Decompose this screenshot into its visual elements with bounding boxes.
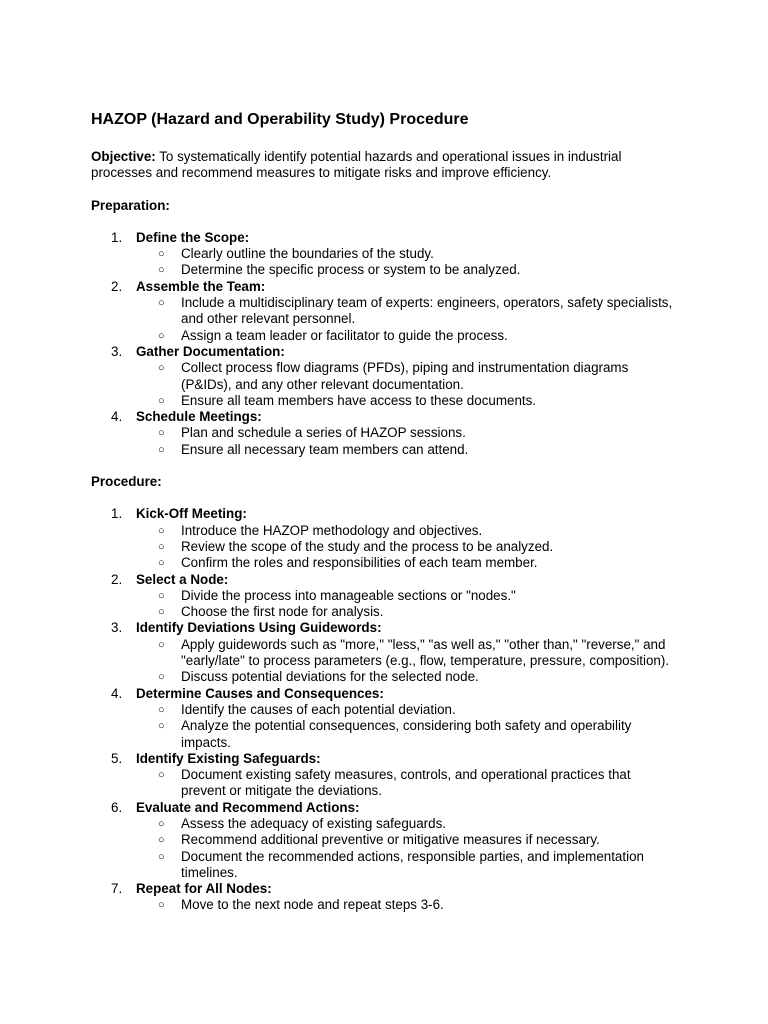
circle-bullet-icon: ○ <box>158 443 165 456</box>
sub-item-text: Document the recommended actions, responsible parties, and implementation timelines. <box>181 848 644 880</box>
step-number: 6. <box>111 799 123 815</box>
sub-item <box>136 523 676 539</box>
circle-bullet-icon: ○ <box>158 297 165 310</box>
sub-item <box>136 669 676 685</box>
step-item <box>91 344 676 409</box>
sub-item <box>136 539 676 555</box>
sub-item-list <box>136 523 676 572</box>
document-title: HAZOP (Hazard and Operability Study) Procedure <box>91 111 469 128</box>
sub-item <box>136 637 676 670</box>
sub-item-list <box>136 295 676 344</box>
step-title: Gather Documentation: <box>136 343 285 359</box>
step-item <box>91 620 676 685</box>
sub-item-list <box>136 360 676 409</box>
sub-item-text: Confirm the roles and responsibilities of each team member. <box>181 555 538 571</box>
sub-item-text: Include a multidisciplinary team of experts: engineers, operators, safety specialists, and other relevant personnel. <box>181 295 673 327</box>
step-title: Select a Node: <box>136 571 229 587</box>
objective-text: To systematically identify potential hazards and operational issues in industrial processes and recommend measures to mitigate risks and improve efficiency. <box>91 149 622 181</box>
sub-item-list <box>136 702 676 751</box>
sub-item-text: Assign a team leader or facilitator to guide the process. <box>181 327 508 343</box>
sub-item-text: Determine the specific process or system to be analyzed. <box>181 262 521 278</box>
sub-item-list <box>136 246 676 279</box>
sub-item <box>136 360 676 393</box>
step-number: 3. <box>111 620 123 636</box>
step-item <box>91 751 676 800</box>
preparation-steps <box>91 230 676 458</box>
circle-bullet-icon: ○ <box>158 540 165 553</box>
sub-item <box>136 328 676 344</box>
sub-item <box>136 604 676 620</box>
circle-bullet-icon: ○ <box>158 850 165 863</box>
step-item <box>91 572 676 621</box>
circle-bullet-icon: ○ <box>158 589 165 602</box>
step-item <box>91 279 676 344</box>
circle-bullet-icon: ○ <box>158 329 165 342</box>
sub-item-text: Ensure all team members have access to these documents. <box>181 392 537 408</box>
sub-item <box>136 767 676 800</box>
sub-item-list <box>136 767 676 800</box>
sub-item-text: Divide the process into manageable sections or "nodes." <box>181 587 516 603</box>
sub-item-text: Introduce the HAZOP methodology and objectives. <box>181 522 483 538</box>
sub-item <box>136 262 676 278</box>
step-item <box>91 230 676 279</box>
step-title: Identify Existing Safeguards: <box>136 750 321 766</box>
procedure-steps <box>91 506 676 913</box>
sub-item-list <box>136 816 676 881</box>
step-number: 3. <box>111 343 123 359</box>
step-title: Repeat for All Nodes: <box>136 881 272 897</box>
circle-bullet-icon: ○ <box>158 720 165 733</box>
sub-item-text: Recommend additional preventive or mitigative measures if necessary. <box>181 832 600 848</box>
circle-bullet-icon: ○ <box>158 899 165 912</box>
step-number: 2. <box>111 278 123 294</box>
sub-item <box>136 425 676 441</box>
sub-item-text: Plan and schedule a series of HAZOP sessions. <box>181 425 466 441</box>
sub-item <box>136 555 676 571</box>
step-title: Kick-Off Meeting: <box>136 506 247 522</box>
circle-bullet-icon: ○ <box>158 427 165 440</box>
sub-item-text: Apply guidewords such as "more," "less," "as well as," "other than," "reverse," and "early/late" to process parameters (e.g., flow, temperature, pressure, composition). <box>181 636 670 669</box>
sub-item <box>136 849 676 882</box>
circle-bullet-icon: ○ <box>158 769 165 782</box>
circle-bullet-icon: ○ <box>158 703 165 716</box>
circle-bullet-icon: ○ <box>158 394 165 407</box>
sub-item-text: Analyze the potential consequences, considering both safety and operability impacts. <box>181 718 632 750</box>
step-item <box>91 800 676 881</box>
step-item <box>91 409 676 458</box>
step-number: 1. <box>111 506 123 522</box>
step-number: 7. <box>111 881 123 897</box>
procedure-heading: Procedure: <box>91 474 162 490</box>
sub-item <box>136 442 676 458</box>
circle-bullet-icon: ○ <box>158 557 165 570</box>
step-number: 5. <box>111 750 123 766</box>
sub-item-text: Document existing safety measures, controls, and operational practices that prevent or mitigate the deviations. <box>181 767 631 799</box>
step-number: 4. <box>111 685 123 701</box>
sub-item-text: Identify the causes of each potential deviation. <box>181 701 456 717</box>
sub-item-list <box>136 637 676 686</box>
step-title: Evaluate and Recommend Actions: <box>136 799 360 815</box>
sub-item-list <box>136 588 676 621</box>
step-item <box>91 686 676 751</box>
sub-item <box>136 393 676 409</box>
sub-item-text: Choose the first node for analysis. <box>181 604 384 620</box>
sub-item-text: Discuss potential deviations for the selected node. <box>181 669 479 685</box>
step-title: Schedule Meetings: <box>136 409 262 425</box>
sub-item-text: Ensure all necessary team members can attend. <box>181 441 469 457</box>
step-item <box>91 506 676 571</box>
sub-item-text: Assess the adequacy of existing safeguards. <box>181 815 446 831</box>
circle-bullet-icon: ○ <box>158 248 165 261</box>
step-number: 4. <box>111 409 123 425</box>
sub-item-list <box>136 425 676 458</box>
circle-bullet-icon: ○ <box>158 817 165 830</box>
circle-bullet-icon: ○ <box>158 606 165 619</box>
sub-item-list <box>136 897 676 913</box>
sub-item <box>136 702 676 718</box>
sub-item <box>136 295 676 328</box>
sub-item <box>136 816 676 832</box>
step-title: Identify Deviations Using Guidewords: <box>136 620 382 636</box>
objective-paragraph <box>91 149 676 182</box>
step-title: Determine Causes and Consequences: <box>136 685 384 701</box>
circle-bullet-icon: ○ <box>158 524 165 537</box>
sub-item-text: Review the scope of the study and the process to be analyzed. <box>181 538 554 554</box>
step-title: Assemble the Team: <box>136 278 266 294</box>
sub-item <box>136 588 676 604</box>
step-title: Define the Scope: <box>136 229 250 245</box>
step-item <box>91 881 676 914</box>
preparation-heading: Preparation: <box>91 197 170 213</box>
sub-item <box>136 718 676 751</box>
circle-bullet-icon: ○ <box>158 638 165 651</box>
circle-bullet-icon: ○ <box>158 264 165 277</box>
sub-item-text: Collect process flow diagrams (PFDs), piping and instrumentation diagrams (P&IDs), and any other relevant documentation. <box>181 360 629 392</box>
sub-item-text: Move to the next node and repeat steps 3-6. <box>181 897 444 913</box>
objective-label: Objective: <box>91 149 156 164</box>
sub-item-text: Clearly outline the boundaries of the study. <box>181 246 434 262</box>
circle-bullet-icon: ○ <box>158 362 165 375</box>
step-number: 1. <box>111 229 123 245</box>
sub-item <box>136 832 676 848</box>
sub-item <box>136 246 676 262</box>
circle-bullet-icon: ○ <box>158 834 165 847</box>
circle-bullet-icon: ○ <box>158 671 165 684</box>
sub-item <box>136 897 676 913</box>
step-number: 2. <box>111 571 123 587</box>
